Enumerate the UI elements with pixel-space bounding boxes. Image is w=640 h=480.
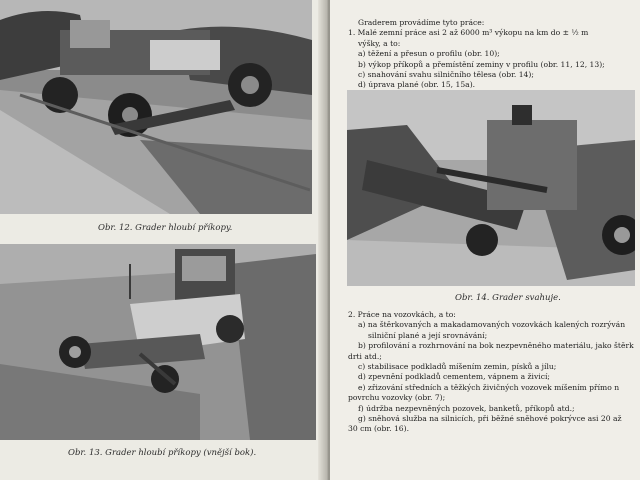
text-line: povrchu vozovky (obr. 7); [348,393,446,403]
text-line: a) na štěrkovaných a makadamovaných vozovkách kalených rozrýván [358,320,626,330]
text-line: d) úprava plané (obr. 15, 15a). [358,80,476,90]
text-line: a) těžení a přesun o profilu (obr. 10); [358,49,500,59]
section-2-text [348,310,640,435]
text-line: 1. Malé zemní práce asi 2 až 6000 m³ výkopu na km do ± ½ m [348,28,589,38]
grader-photo-bottom [0,244,316,440]
text-line: d) zpevnění podkladů cementem, vápnem a živicí; [358,372,550,382]
text-line: c) stabilisace podkladů míšením zemin, písků a jílu; [358,362,557,372]
text-line: drti atd.; [348,351,382,361]
intro-line: Graderem provádíme tyto práce: [358,18,485,27]
section-1-text [348,18,640,91]
text-line: 30 cm (obr. 16). [348,424,410,434]
text-line: f) údržba nezpevněných pozovek, banketů, příkopů atd.; [358,403,575,413]
figure-13-caption: Obr. 13. Grader hloubí příkopy (vnější bok). [68,448,257,458]
text-line: e) zřizování středních a těžkých živičných vozovek míšením přímo n [358,382,620,392]
text-line: g) sněhová služba na silnicích, při běžné sněhové pokrývce asi 20 až [358,414,622,424]
text-line: b) profilování a rozhrnování na bok nezpevněného materiálu, jako štěrk [358,341,634,351]
figure-14-caption: Obr. 14. Grader svahuje. [455,293,561,303]
text-line: b) výkop příkopů a přemístění zeminy v profilu (obr. 11, 12, 13); [358,59,605,69]
grader-photo-right [347,90,635,286]
figure-12-caption: Obr. 12. Grader hloubí příkopy. [98,223,233,233]
text-line: silniční plané a její srovnávání; [368,330,488,340]
grader-photo-top [0,0,312,214]
text-line: c) snahování svahu silničního tělesa (obr. 14); [358,70,534,80]
text-line: výšky, a to: [358,38,401,48]
section-2-heading: 2. Práce na vozovkách, a to: [348,310,456,319]
